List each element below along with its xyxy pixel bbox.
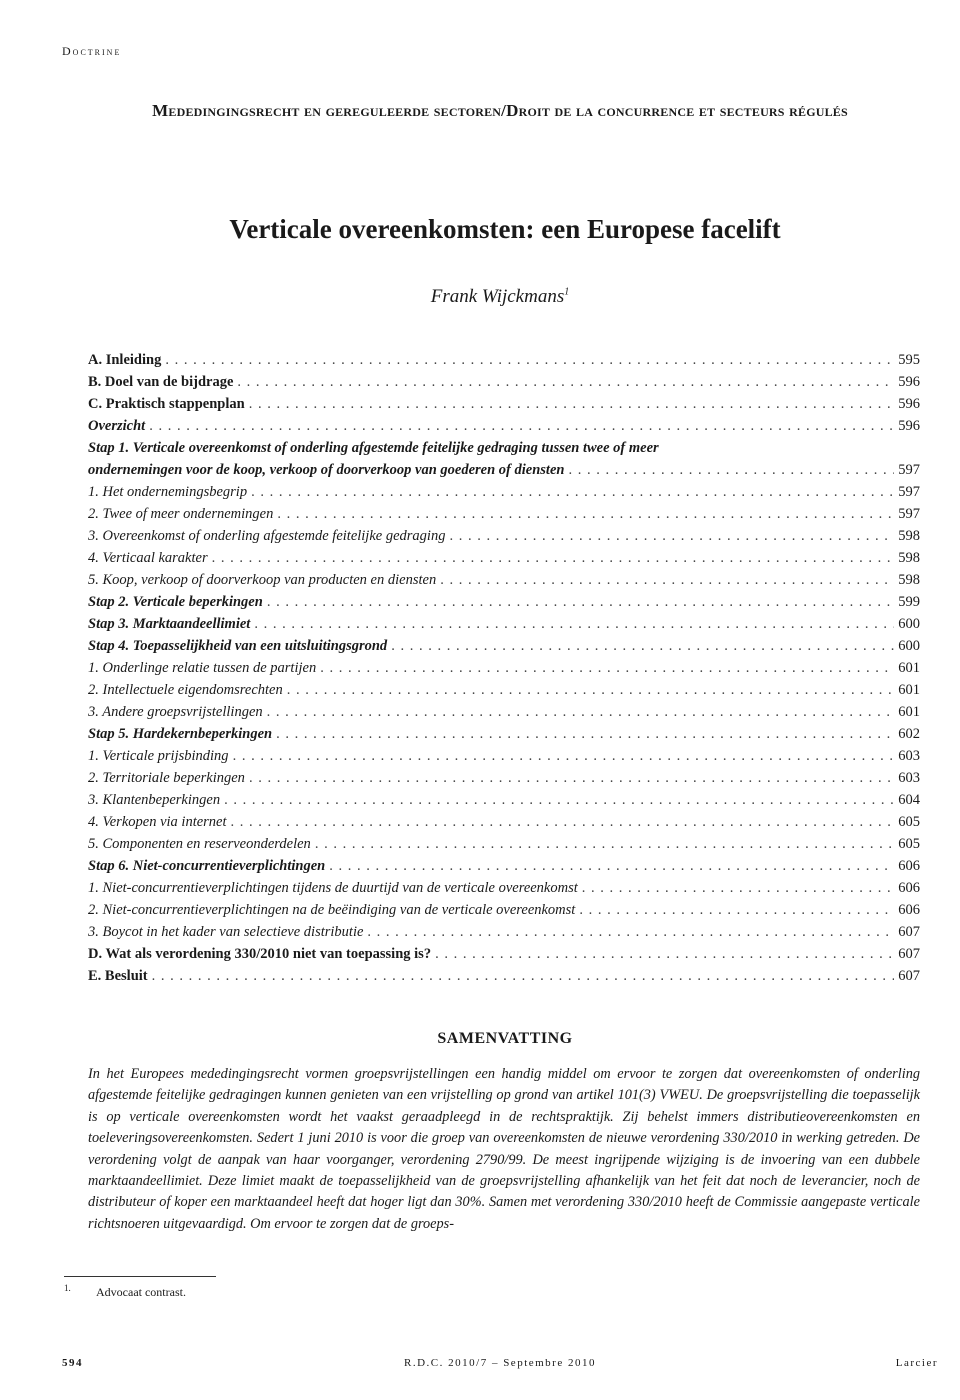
toc-entry[interactable] — [88, 767, 920, 789]
toc-entry[interactable] — [88, 503, 920, 525]
toc-leader-dots — [435, 943, 894, 965]
toc-leader-dots — [367, 921, 894, 943]
toc-leader-dots — [267, 591, 894, 613]
summary-text: In het Europees mededingingsrecht vormen groepsvrijstellingen een handig middel om ervoor te zorgen dat overeenkomsten of onderling afgestemde feitelijke gedragingen kunnen genieten van een vrijstelling op grond van artikel 101(3) VWEU. De groepsvrijstelling die toepasselijk is op verticale overeenkomsten wordt het vaakst geraadpleegd in de rechtspraktijk. Zij behelst immers distributieovereenkomsten en toeleveringsovereenkomsten. Sedert 1 juni 2010 is voor die groep van overeenkomsten de nieuwe verordening 330/2010 in werking getreden. De verordening volgt de aanpak van haar voorganger, verordening 2790/99. De meest ingrijpende wijziging is de invoering van een dubbele marktaandeellimiet. Deze limiet maakt de toepasselijkheid van de groepsvrijstelling afhankelijk van het feit dat noch de leverancier, noch de distributeur of koper een marktaandeel heeft dat hoger ligt dan 30%. Samen met verordening 330/2010 heeft de Commissie aangepaste verticale richtsnoeren uitgevaardigd. Om ervoor te zorgen dat de groeps- — [88, 1066, 920, 1232]
toc-leader-dots — [320, 657, 894, 679]
toc-entry[interactable] — [88, 547, 920, 569]
toc-leader-dots — [267, 701, 895, 723]
toc-entry-page: 599 — [898, 594, 920, 610]
toc-entry[interactable] — [88, 349, 920, 371]
toc-entry[interactable] — [88, 591, 920, 613]
toc-leader-dots — [449, 525, 894, 547]
toc-leader-dots — [231, 811, 895, 833]
toc-entry-label: Stap 6. Niet-concurrentieverplichtingen — [88, 858, 326, 874]
toc-entry-page: 598 — [898, 572, 920, 588]
toc-leader-dots — [165, 349, 894, 371]
toc-entry[interactable] — [88, 481, 920, 503]
toc-entry-label: 3. Andere groepsvrijstellingen — [88, 704, 263, 720]
toc-entry[interactable] — [88, 393, 920, 415]
toc-entry-label: 5. Koop, verkoop of doorverkoop van producten en diensten — [88, 572, 437, 588]
article-title: Verticale overeenkomsten: een Europese facelift — [229, 214, 781, 244]
toc-entry-page: 605 — [898, 836, 920, 852]
toc-leader-dots — [152, 965, 895, 987]
toc-entry-page: 603 — [898, 770, 920, 786]
toc-entry-label: B. Doel van de bijdrage — [88, 374, 234, 390]
toc-entry-page: 597 — [898, 506, 920, 522]
footer-publisher: Larcier — [895, 1357, 938, 1369]
toc-entry-label: 1. Niet-concurrentieverplichtingen tijdens de duurtijd van de verticale overeenkomst — [88, 880, 578, 896]
toc-entry[interactable] — [88, 371, 920, 393]
toc-entry-label: C. Praktisch stappenplan — [88, 396, 245, 412]
toc-entry-page: 597 — [898, 484, 920, 500]
toc-entry-page: 601 — [898, 682, 920, 698]
toc-entry-label: 4. Verticaal karakter — [88, 550, 208, 566]
toc-entry-label: 2. Intellectuele eigendomsrechten — [88, 682, 283, 698]
running-head: Doctrine — [62, 44, 122, 58]
toc-leader-dots — [276, 723, 894, 745]
author-line — [0, 286, 960, 308]
toc-entry-page: 600 — [898, 616, 920, 632]
toc-entry[interactable] — [88, 525, 920, 547]
toc-leader-dots — [582, 877, 894, 899]
toc-entry-page: 606 — [898, 858, 920, 874]
toc-entry-page: 597 — [898, 462, 920, 478]
toc-entry-label: 4. Verkopen via internet — [88, 814, 227, 830]
toc-entry[interactable] — [88, 701, 920, 723]
toc-entry[interactable] — [88, 635, 920, 657]
toc-entry-label: 3. Overeenkomst of onderling afgestemde feitelijke gedraging — [88, 528, 446, 544]
toc-entry-label: 1. Onderlinge relatie tussen de partijen — [88, 660, 317, 676]
toc-entry-page: 596 — [898, 374, 920, 390]
summary-heading: SAMENVATTING — [437, 1030, 573, 1047]
toc-leader-dots — [237, 371, 894, 393]
toc-entry-label: Stap 2. Verticale beperkingen — [88, 594, 263, 610]
toc-entry[interactable] — [88, 855, 920, 877]
toc-leader-dots — [315, 833, 894, 855]
section-title: Mededingingsrecht en gereguleerde sectoren/Droit de la concurrence et secteurs régulés — [152, 101, 848, 120]
toc-entry-label: 1. Het ondernemingsbegrip — [88, 484, 248, 500]
toc-leader-dots — [249, 393, 895, 415]
toc-leader-dots — [212, 547, 895, 569]
toc-entry[interactable] — [88, 569, 920, 591]
toc-leader-dots — [440, 569, 894, 591]
toc-entry-label: 2. Territoriale beperkingen — [88, 770, 245, 786]
toc-entry[interactable] — [88, 877, 920, 899]
toc-leader-dots — [233, 745, 895, 767]
footnote — [64, 1283, 186, 1300]
toc-entry[interactable] — [88, 789, 920, 811]
footnote-divider — [64, 1276, 216, 1277]
toc-entry[interactable] — [88, 811, 920, 833]
toc-entry-page: 598 — [898, 550, 920, 566]
author-footnote-mark[interactable]: 1 — [564, 286, 570, 298]
toc-entry[interactable] — [88, 745, 920, 767]
toc-entry[interactable] — [88, 415, 920, 437]
footnote-number: 1. — [64, 1283, 71, 1293]
toc-entry-label: 3. Boycot in het kader van selectieve distributie — [88, 924, 364, 940]
toc-entry[interactable] — [88, 965, 920, 987]
toc-entry-label: Stap 4. Toepasselijkheid van een uitsluitingsgrond — [88, 638, 388, 654]
toc-leader-dots — [224, 789, 894, 811]
toc-entry-label: Stap 3. Marktaandeellimiet — [88, 616, 251, 632]
toc-leader-dots — [249, 767, 894, 789]
toc-entry[interactable] — [88, 437, 920, 459]
toc-entry-page: 596 — [898, 396, 920, 412]
toc-leader-dots — [391, 635, 894, 657]
toc-entry[interactable] — [88, 899, 920, 921]
toc-entry-label: 3. Klantenbeperkingen — [88, 792, 221, 808]
toc-leader-dots — [287, 679, 895, 701]
toc-entry-page: 607 — [898, 968, 920, 984]
toc-leader-dots — [579, 899, 894, 921]
toc-entry-page: 596 — [898, 418, 920, 434]
toc-entry-label: Stap 5. Hardekernbeperkingen — [88, 726, 273, 742]
toc-leader-dots — [254, 613, 894, 635]
toc-entry-label: 2. Niet-concurrentieverplichtingen na de beëindiging van de verticale overeenkomst — [88, 902, 576, 918]
toc-entry-label: 1. Verticale prijsbinding — [88, 748, 229, 764]
toc-leader-dots — [329, 855, 894, 877]
toc-leader-dots — [149, 415, 894, 437]
toc-entry-page: 607 — [898, 924, 920, 940]
toc-entry-label: 5. Componenten en reserveonderdelen — [88, 836, 311, 852]
toc-entry-page: 605 — [898, 814, 920, 830]
toc-entry[interactable] — [88, 723, 920, 745]
footer-page-number: 594 — [62, 1357, 83, 1369]
toc-entry-label: Stap 1. Verticale overeenkomst of onderling afgestemde feitelijke gedraging tussen twee of meer — [88, 440, 659, 456]
toc-entry[interactable] — [88, 459, 920, 481]
toc-entry[interactable] — [88, 613, 920, 635]
toc-entry-page: 600 — [898, 638, 920, 654]
toc-entry-page: 601 — [898, 704, 920, 720]
toc-entry[interactable] — [88, 679, 920, 701]
toc-entry-page: 601 — [898, 660, 920, 676]
toc-entry-label: Overzicht — [88, 418, 146, 434]
toc-entry-page: 606 — [898, 880, 920, 896]
toc-entry[interactable] — [88, 833, 920, 855]
toc-entry[interactable] — [88, 657, 920, 679]
toc-leader-dots — [251, 481, 894, 503]
toc-entry-label: D. Wat als verordening 330/2010 niet van toepassing is? — [88, 946, 432, 962]
toc-entry-page: 603 — [898, 748, 920, 764]
footer-journal: R.D.C. 2010/7 – Septembre 2010 — [404, 1357, 596, 1369]
toc-entry[interactable] — [88, 943, 920, 965]
toc-entry[interactable] — [88, 921, 920, 943]
author-name: Frank Wijckmans — [430, 286, 565, 307]
toc-entry-page: 602 — [898, 726, 920, 742]
toc-entry-label: 2. Twee of meer ondernemingen — [88, 506, 274, 522]
table-of-contents — [88, 349, 920, 987]
footnote-text: Advocaat contrast. — [96, 1285, 186, 1299]
toc-entry-page: 604 — [898, 792, 920, 808]
toc-entry-page: 607 — [898, 946, 920, 962]
toc-entry-page: 606 — [898, 902, 920, 918]
toc-entry-label: A. Inleiding — [88, 352, 162, 368]
toc-entry-label: ondernemingen voor de koop, verkoop of doorverkoop van goederen of diensten — [88, 462, 565, 478]
toc-entry-page: 595 — [898, 352, 920, 368]
toc-leader-dots — [277, 503, 894, 525]
toc-entry-page: 598 — [898, 528, 920, 544]
toc-entry-label: E. Besluit — [88, 968, 148, 984]
toc-leader-dots — [568, 459, 894, 481]
